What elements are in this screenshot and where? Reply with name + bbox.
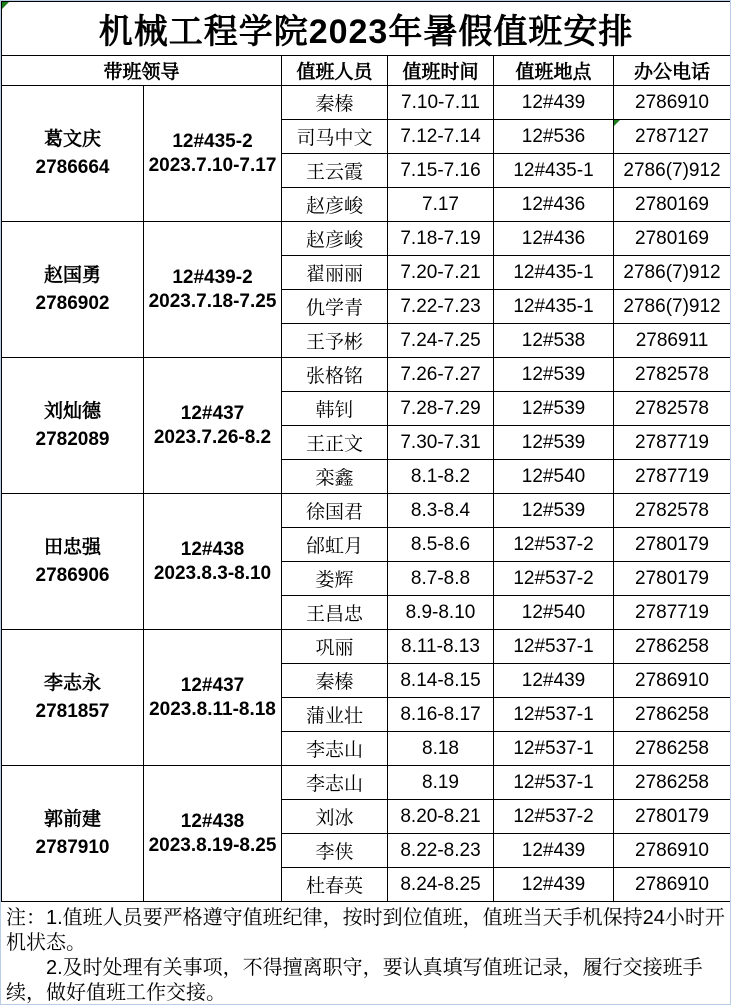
duty-phone-cell: 2786911 (614, 324, 731, 358)
duty-time-cell: 7.17 (388, 188, 494, 222)
leader-cell (2, 358, 144, 494)
duty-row (2, 766, 731, 800)
duty-place-cell: 12#436 (494, 222, 614, 256)
leader-dates: 2023.8.19-8.25 (148, 834, 277, 856)
duty-time-cell: 8.22-8.23 (388, 834, 494, 868)
duty-time-cell: 8.9-8.10 (388, 596, 494, 630)
duty-place-cell: 12#537-1 (494, 766, 614, 800)
duty-time-cell: 7.18-7.19 (388, 222, 494, 256)
duty-phone-cell: 2786910 (614, 664, 731, 698)
duty-person-cell: 仇学青 (282, 290, 388, 324)
duty-phone-cell: 2780179 (614, 800, 731, 834)
header-time: 值班时间 (388, 56, 494, 86)
duty-person-cell: 王予彬 (282, 324, 388, 358)
duty-place-cell: 12#439 (494, 834, 614, 868)
duty-person-cell: 王云霞 (282, 154, 388, 188)
leader-location: 12#437 (180, 674, 245, 696)
duty-place-cell: 12#537-1 (494, 630, 614, 664)
duty-person-cell: 王正文 (282, 426, 388, 460)
leader-location: 12#435-2 (172, 130, 253, 152)
duty-time-cell: 8.5-8.6 (388, 528, 494, 562)
duty-place-cell: 12#537-2 (494, 562, 614, 596)
duty-place-cell: 12#537-1 (494, 732, 614, 766)
header-leader: 带班领导 (2, 56, 282, 86)
duty-time-cell: 7.20-7.21 (388, 256, 494, 290)
leader-dates: 2023.7.10-7.17 (148, 154, 277, 176)
duty-person-cell: 赵彦峻 (282, 222, 388, 256)
duty-person-cell: 李志山 (282, 732, 388, 766)
footnote-1: 注：1.值班人员要严格遵守值班纪律，按时到位值班，值班当天手机保持24小时开机状态。 (6, 907, 725, 954)
header-person: 值班人员 (282, 56, 388, 86)
page-title-text: 机械工程学院2023年暑假值班安排 (98, 13, 634, 51)
duty-place-cell: 12#436 (494, 188, 614, 222)
duty-place-cell: 12#439 (494, 664, 614, 698)
cell-error-indicator-icon (2, 2, 9, 9)
duty-phone-cell: 2780179 (614, 562, 731, 596)
duty-time-cell: 8.16-8.17 (388, 698, 494, 732)
duty-place-cell: 12#539 (494, 426, 614, 460)
duty-phone-cell: 2786258 (614, 630, 731, 664)
duty-person-cell: 秦榛 (282, 86, 388, 120)
duty-phone-cell: 2786258 (614, 732, 731, 766)
duty-phone-cell: 2786258 (614, 766, 731, 800)
duty-phone-cell: 2786910 (614, 86, 731, 120)
leader-name: 刘灿德 (43, 400, 101, 422)
leader-cell (2, 222, 144, 358)
leader-location-cell (144, 86, 282, 222)
footnotes (1, 902, 730, 1005)
duty-place-cell: 12#537-1 (494, 698, 614, 732)
duty-time-cell: 8.1-8.2 (388, 460, 494, 494)
duty-person-cell: 司马中文 (282, 120, 388, 154)
duty-place-cell: 12#539 (494, 494, 614, 528)
duty-row (2, 222, 731, 256)
leader-location-cell (144, 630, 282, 766)
duty-place-cell: 12#435-1 (494, 256, 614, 290)
duty-time-cell: 7.15-7.16 (388, 154, 494, 188)
duty-phone-cell: 2782578 (614, 494, 731, 528)
duty-person-cell: 娄辉 (282, 562, 388, 596)
leader-name: 郭前建 (43, 808, 101, 830)
duty-person-cell: 徐国君 (282, 494, 388, 528)
duty-phone-cell: 2786(7)912 (614, 154, 731, 188)
duty-phone-cell: 2782578 (614, 392, 731, 426)
duty-time-cell: 7.22-7.23 (388, 290, 494, 324)
duty-row (2, 494, 731, 528)
leader-cell (2, 494, 144, 630)
duty-person-cell: 翟丽丽 (282, 256, 388, 290)
duty-place-cell: 12#540 (494, 596, 614, 630)
duty-phone-cell: 2780179 (614, 528, 731, 562)
duty-phone-cell: 2786(7)912 (614, 256, 731, 290)
duty-person-cell: 韩钊 (282, 392, 388, 426)
duty-phone-cell: 2786910 (614, 868, 731, 902)
leader-dates: 2023.7.18-7.25 (148, 290, 277, 312)
duty-time-cell: 7.28-7.29 (388, 392, 494, 426)
leader-phone: 2781857 (35, 700, 110, 722)
duty-phone-cell: 2786(7)912 (614, 290, 731, 324)
cell-error-indicator-icon (614, 120, 620, 126)
page-title (2, 2, 731, 56)
duty-time-cell: 8.24-8.25 (388, 868, 494, 902)
leader-phone: 2787910 (35, 836, 110, 858)
leader-dates: 2023.8.11-8.18 (149, 698, 276, 720)
duty-person-cell: 王昌忠 (282, 596, 388, 630)
duty-row (2, 86, 731, 120)
duty-place-cell: 12#439 (494, 86, 614, 120)
duty-row (2, 358, 731, 392)
duty-place-cell: 12#540 (494, 460, 614, 494)
duty-person-cell: 赵彦峻 (282, 188, 388, 222)
duty-phone-cell (614, 120, 731, 154)
duty-person-cell: 邰虹月 (282, 528, 388, 562)
duty-time-cell: 8.19 (388, 766, 494, 800)
duty-place-cell: 12#537-2 (494, 800, 614, 834)
leader-location-cell (144, 358, 282, 494)
duty-place-cell: 12#539 (494, 358, 614, 392)
duty-time-cell: 7.30-7.31 (388, 426, 494, 460)
duty-place-cell: 12#435-1 (494, 290, 614, 324)
header-place: 值班地点 (494, 56, 614, 86)
leader-location-cell (144, 494, 282, 630)
duty-phone-cell: 2782578 (614, 358, 731, 392)
duty-person-cell: 杜春英 (282, 868, 388, 902)
leader-phone: 2782089 (35, 428, 110, 450)
leader-location-cell (144, 766, 282, 902)
leader-cell (2, 766, 144, 902)
duty-phone-cell: 2787719 (614, 596, 731, 630)
duty-place-cell: 12#536 (494, 120, 614, 154)
leader-location: 12#438 (180, 810, 245, 832)
duty-phone-cell: 2780169 (614, 222, 731, 256)
duty-schedule-table (1, 1, 731, 902)
duty-time-cell: 8.11-8.13 (388, 630, 494, 664)
leader-name: 李志永 (43, 672, 101, 694)
duty-person-cell: 蒲业壮 (282, 698, 388, 732)
leader-name: 赵国勇 (43, 264, 101, 286)
duty-person-cell: 巩丽 (282, 630, 388, 664)
duty-time-cell: 8.14-8.15 (388, 664, 494, 698)
duty-row (2, 630, 731, 664)
leader-phone: 2786902 (35, 292, 110, 314)
duty-place-cell: 12#537-2 (494, 528, 614, 562)
duty-phone-cell: 2787719 (614, 426, 731, 460)
duty-phone-cell: 2787719 (614, 460, 731, 494)
duty-time-cell: 8.3-8.4 (388, 494, 494, 528)
duty-person-cell: 秦榛 (282, 664, 388, 698)
leader-location: 12#437 (180, 402, 245, 424)
duty-phone-text: 2787127 (635, 125, 709, 147)
leader-phone: 2786664 (35, 156, 110, 178)
title-row (2, 2, 731, 56)
duty-person-cell: 李侠 (282, 834, 388, 868)
duty-place-cell: 12#539 (494, 392, 614, 426)
duty-time-cell: 7.12-7.14 (388, 120, 494, 154)
column-header-row (2, 56, 731, 86)
duty-phone-cell: 2786910 (614, 834, 731, 868)
leader-location: 12#439-2 (172, 266, 253, 288)
leader-dates: 2023.7.26-8.2 (153, 426, 272, 448)
duty-time-cell: 8.18 (388, 732, 494, 766)
leader-cell (2, 630, 144, 766)
leader-phone: 2786906 (35, 564, 110, 586)
duty-person-cell: 栾鑫 (282, 460, 388, 494)
duty-place-cell: 12#439 (494, 868, 614, 902)
footnote-2: 2.及时处理有关事项，不得擅离职守，要认真填写值班记录，履行交接班手续，做好值班工作交接。 (6, 957, 703, 1004)
duty-time-cell: 7.26-7.27 (388, 358, 494, 392)
leader-name: 葛文庆 (43, 128, 101, 150)
header-phone: 办公电话 (614, 56, 731, 86)
duty-person-cell: 李志山 (282, 766, 388, 800)
duty-phone-cell: 2780169 (614, 188, 731, 222)
duty-time-cell: 8.7-8.8 (388, 562, 494, 596)
duty-time-cell: 7.24-7.25 (388, 324, 494, 358)
duty-person-cell: 张格铭 (282, 358, 388, 392)
leader-cell (2, 86, 144, 222)
leader-dates: 2023.8.3-8.10 (153, 562, 272, 584)
leader-location: 12#438 (180, 538, 245, 560)
duty-time-cell: 7.10-7.11 (388, 86, 494, 120)
leader-name: 田忠强 (43, 536, 101, 558)
duty-time-cell: 8.20-8.21 (388, 800, 494, 834)
duty-place-cell: 12#435-1 (494, 154, 614, 188)
leader-location-cell (144, 222, 282, 358)
duty-person-cell: 刘冰 (282, 800, 388, 834)
duty-phone-cell: 2786258 (614, 698, 731, 732)
duty-place-cell: 12#538 (494, 324, 614, 358)
